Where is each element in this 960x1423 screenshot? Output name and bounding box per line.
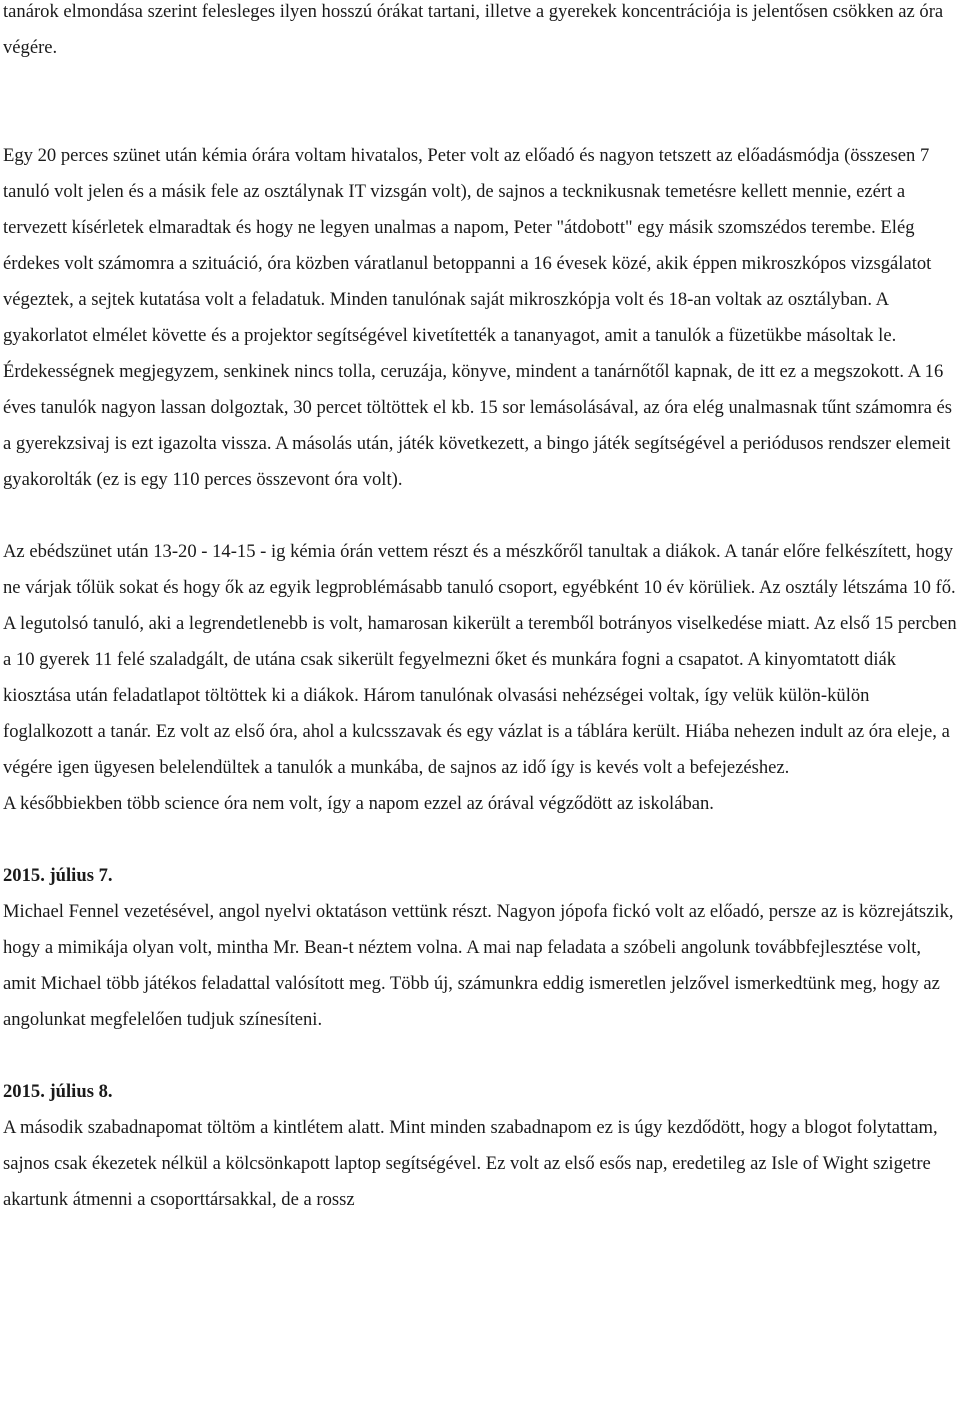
- paragraph-gap: [3, 498, 958, 534]
- afternoon-lesson-text: Az ebédszünet után 13-20 - 14-15 - ig kémia órán vettem részt és a mészkőről tanultak a diákok. A tanár előre felkészített, hogy ne várjak tőlük sokat és hogy ők az egyik legproblémásabb tanuló csoport, egyébként 10 év körüliek. Az osztály létszáma 10 fő. A legutolsó tanuló, aki a legrendetlenebb is volt, hamarosan kikerült a teremből botrányos viselkedése miatt. Az első 15 percben a 10 gyerek 11 felé szaladgált, de utána csak sikerült fegyelmezni őket és munkára fogni a csapatot. A kinyomtatott diák kiosztása után feladatlapot töltöttek ki a diákok. Három tanulónak olvasási nehézségei voltak, így velük külön-külön foglalkozott a tanár. Ez volt az első óra, ahol a kulcsszavak és egy vázlat is a táblára került. Hiába nehezen indult az óra eleje, a végére igen ügyesen belelendültek a tanulók a munkába, de sajnos az idő így is kevés volt a befejezéshez.: [3, 541, 957, 778]
- intro-paragraph: [3, 0, 958, 66]
- entry-paragraph: [3, 1110, 958, 1218]
- entry-date: 2015. július 8.: [3, 1081, 113, 1102]
- chemistry-visit-paragraph: [3, 138, 958, 498]
- entry-text: Michael Fennel vezetésével, angol nyelvi oktatáson vettünk részt. Nagyon jópofa fickó volt az előadó, persze az is közrejátszik, hogy a mimikája olyan volt, mintha Mr. Bean-t néztem volna. A mai nap feladata a szóbeli angolunk továbbfejlesztése volt, amit Michael több játékos feladattal valósított meg. Több új, számunkra eddig ismeretlen jelzővel ismerkedtünk meg, hogy az angolunkat megfelelően tudjuk színesíteni.: [3, 901, 954, 1030]
- paragraph-gap: [3, 1038, 958, 1074]
- entry-date: 2015. július 7.: [3, 865, 113, 886]
- paragraph-gap: [3, 66, 958, 138]
- afternoon-lesson-closing: [3, 786, 958, 822]
- entry-text: A második szabadnapomat töltöm a kintlétem alatt. Mint minden szabadnapom ez is úgy kezdődött, hogy a blogot folytattam, sajnos csak ékezetek nélkül a kölcsönkapott laptop segítségével. Ez volt az első esős nap, eredetileg az Isle of Wight szigetre akartunk átmenni a csoporttársakkal, de a rossz: [3, 1117, 938, 1210]
- intro-text: tanárok elmondása szerint felesleges ilyen hosszú órákat tartani, illetve a gyerekek koncentrációja is jelentősen csökken az óra végére.: [3, 1, 944, 58]
- afternoon-lesson-paragraph: [3, 534, 958, 786]
- paragraph-gap: [3, 822, 958, 858]
- entry-paragraph: [3, 894, 958, 1038]
- chemistry-visit-text: Egy 20 perces szünet után kémia órára voltam hivatalos, Peter volt az előadó és nagyon tetszett az előadásmódja (összesen 7 tanuló volt jelen és a másik fele az osztálynak IT vizsgán volt), de sajnos a tecknikusnak temetésre kellett mennie, ezért a tervezett kísérletek elmaradtak és hogy ne legyen unalmas a napom, Peter "átdobott" egy másik szomszédos terembe. Elég érdekes volt számomra a szituáció, óra közben váratlanul betoppanni a 16 évesek közé, akik éppen mikroszkópos vizsgálatot végeztek, a sejtek kutatása volt a feladatuk. Minden tanulónak saját mikroszkópja volt és 18-an voltak az osztályban. A gyakorlatot elmélet követte és a projektor segítségével kivetítették a tananyagot, amit a tanulók a füzetükbe másoltak le. Érdekességnek megjegyzem, senkinek nincs tolla, ceruzája, könyve, mindent a tanárnőtől kapnak, de itt ez a megszokott. A 16 éves tanulók nagyon lassan dolgoztak, 30 percet töltöttek el kb. 15 sor lemásolásával, az óra elég unalmasnak tűnt számomra és a gyerekzsivaj is ezt igazolta vissza. A másolás után, játék következett, a bingo játék segítségével a periódusos rendszer elemeit gyakorolták (ez is egy 110 perces összevont óra volt).: [3, 145, 953, 490]
- afternoon-closing-text: A későbbiekben több science óra nem volt, így a napom ezzel az órával végződött az iskolában.: [3, 793, 714, 814]
